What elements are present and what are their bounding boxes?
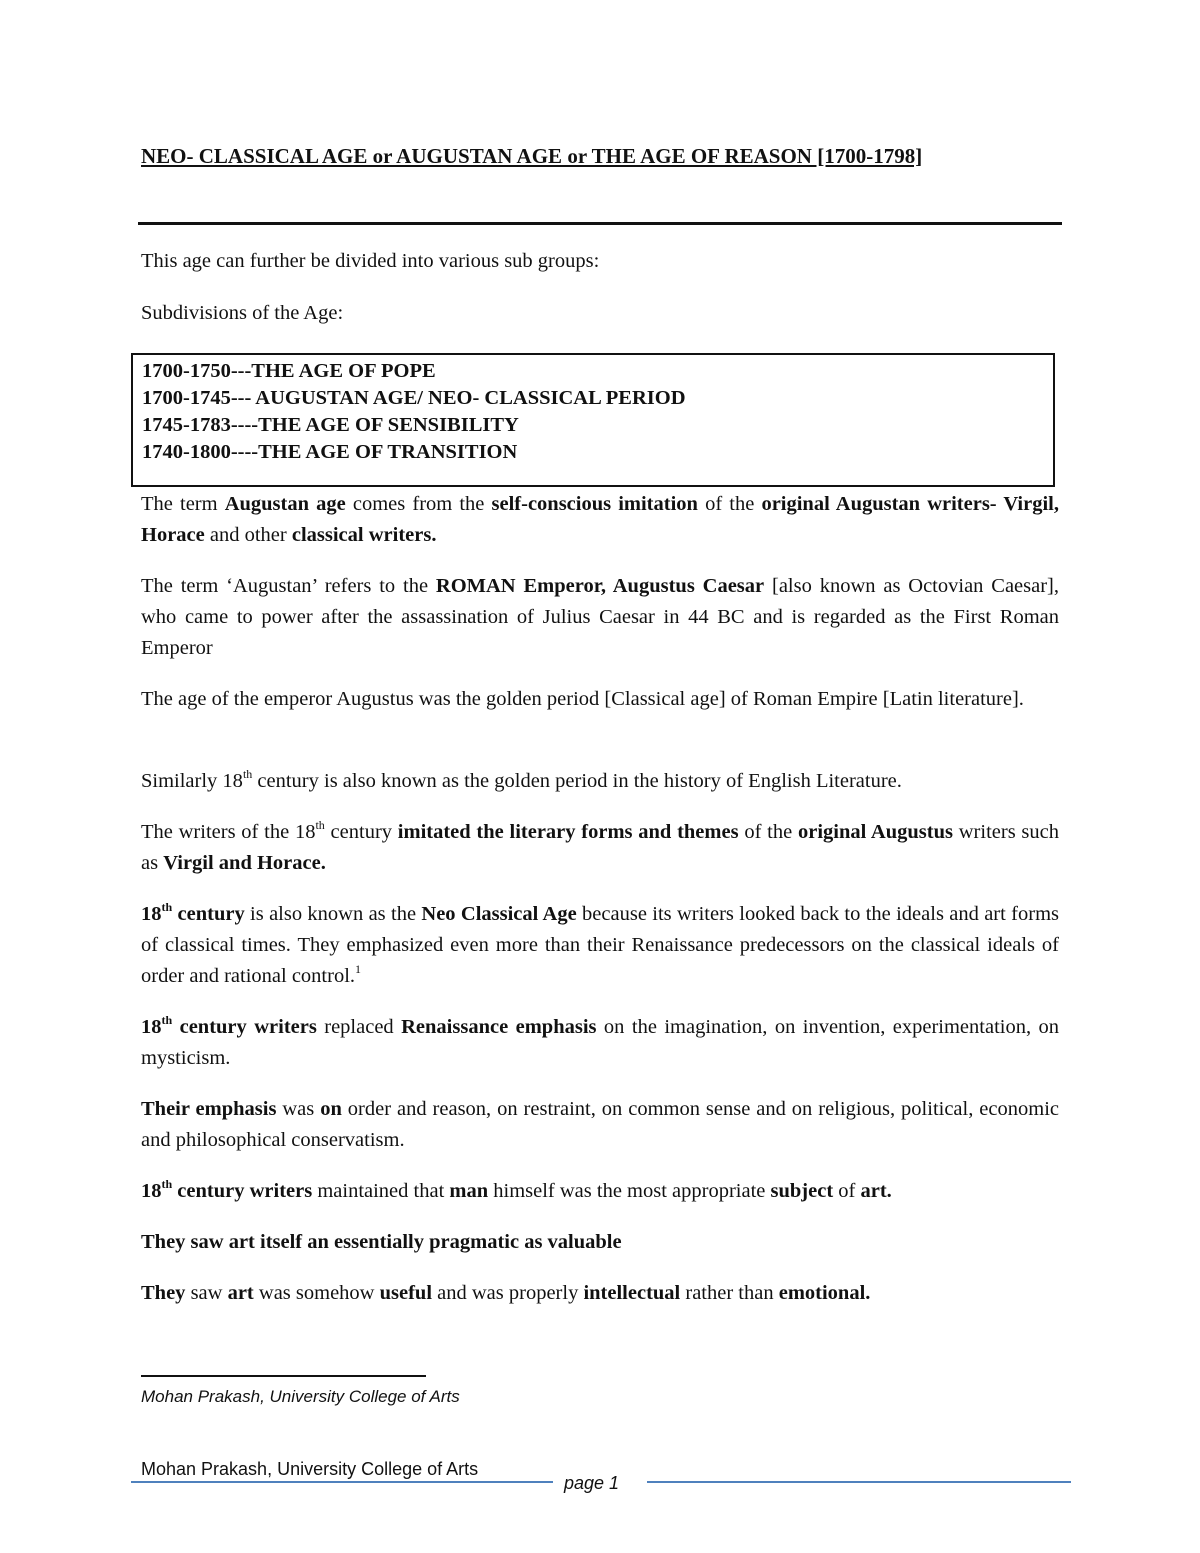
text-run: The term <box>141 493 225 515</box>
paragraph-roman-emperor <box>141 571 1059 664</box>
text-run: of the <box>697 493 762 515</box>
superscript: th <box>161 1177 173 1191</box>
text-run: Neo Classical Age <box>421 903 577 925</box>
superscript: th <box>315 818 325 832</box>
paragraph-writers-imitated <box>141 817 1059 879</box>
title-rule <box>138 222 1062 225</box>
footer-rule-left <box>131 1481 553 1483</box>
text-run: century <box>324 821 398 843</box>
paragraph-intellectual-art <box>141 1278 1059 1309</box>
text-run: century <box>172 903 245 925</box>
paragraph-renaissance-emphasis <box>141 1012 1059 1074</box>
paragraph-neo-classical <box>141 899 1059 992</box>
superscript: th <box>161 1013 173 1027</box>
footer-page-number: page 1 <box>564 1473 620 1493</box>
text-run: 18 <box>141 903 162 925</box>
footnote-separator <box>141 1375 426 1377</box>
text-run: himself was the most appropriate <box>488 1180 771 1202</box>
text-run: Augustan age <box>224 493 346 515</box>
subdivision-item: 1700-1750---THE AGE OF POPE <box>142 360 436 382</box>
document-title: NEO- CLASSICAL AGE or AUGUSTAN AGE or THE AGE OF REASON [1700-1798] <box>141 144 923 168</box>
superscript: th <box>242 767 253 781</box>
superscript: th <box>161 900 173 914</box>
text-run: The term ‘Augustan’ refers to the <box>141 575 436 597</box>
footnote-marker: 1 <box>355 962 362 976</box>
text-run: Their emphasis <box>141 1098 277 1120</box>
text-run: writers such as <box>141 821 1060 874</box>
text-run: emotional. <box>778 1282 871 1304</box>
subdivisions-label: Subdivisions of the Age: <box>141 302 344 324</box>
text-run: on the imagination, on invention, experimentation, on mysticism. <box>141 1016 1060 1069</box>
paragraph-augustan-term <box>141 489 1059 551</box>
text-run: is also known as the <box>244 903 422 925</box>
text-run: original Augustan writers- Virgil, Horace <box>141 493 1059 546</box>
text-run: of the <box>738 821 798 843</box>
text-run: classical writers. <box>291 524 437 546</box>
text-run: replaced <box>316 1016 402 1038</box>
footer-author: Mohan Prakash, University College of Arts <box>141 1459 479 1479</box>
text-run: 18 <box>141 1016 162 1038</box>
text-run: saw <box>185 1282 228 1304</box>
text-run: intellectual <box>583 1282 681 1304</box>
text-run: on <box>320 1098 342 1120</box>
text-run: self-conscious imitation <box>491 493 698 515</box>
paragraph-pragmatic-art <box>141 1227 1059 1258</box>
intro-text: This age can further be divided into various sub groups: <box>141 250 600 272</box>
text-run: subject <box>770 1180 834 1202</box>
text-run: century writers <box>172 1016 317 1038</box>
text-run: original Augustus <box>797 821 953 843</box>
text-run: was somehow <box>253 1282 380 1304</box>
text-run: of <box>833 1180 861 1202</box>
text-run: art <box>227 1282 254 1304</box>
subdivision-item: 1745-1783----THE AGE OF SENSIBILITY <box>142 414 519 436</box>
paragraph-golden-period: The age of the emperor Augustus was the golden period [Classical age] of Roman Empire [Latin literature]. <box>141 688 1024 710</box>
text-run: and was properly <box>432 1282 584 1304</box>
subdivisions-box <box>131 353 1055 487</box>
text-run: [also known as Octovian Caesar], who came to power after the assassination of Julius Caesar in 44 BC and is regarded as the First Roman Emperor <box>141 575 1059 659</box>
text-run: century is also known as the golden period in the history of English Literature. <box>252 770 902 792</box>
text-run: They saw art itself an essentially pragmatic as valuable <box>141 1231 622 1253</box>
text-run: useful <box>379 1282 433 1304</box>
text-run: Similarly 18 <box>141 770 243 792</box>
footer-rule-right <box>647 1481 1071 1483</box>
subdivision-item: 1740-1800----THE AGE OF TRANSITION <box>142 441 518 463</box>
text-run: rather than <box>680 1282 779 1304</box>
text-run: The writers of the 18 <box>141 821 316 843</box>
text-run: imitated the literary forms and themes <box>397 821 739 843</box>
text-run: and other <box>204 524 292 546</box>
text-run: Virgil and Horace. <box>163 852 326 874</box>
text-run: because its writers looked back to the ideals and art forms of classical times. They emphasized even more than their Renaissance predecessors on the classical ideals of order and rational control. <box>141 903 1059 987</box>
paragraph-18th-golden <box>141 766 1059 797</box>
paragraph-their-emphasis <box>141 1094 1059 1156</box>
subdivision-item: 1700-1745--- AUGUSTAN AGE/ NEO- CLASSICAL PERIOD <box>142 387 686 409</box>
text-run: maintained that <box>312 1180 450 1202</box>
text-run: They <box>141 1282 186 1304</box>
footnote-text: Mohan Prakash, University College of Arts <box>141 1387 460 1406</box>
text-run: man <box>449 1180 489 1202</box>
text-run: Renaissance emphasis <box>401 1016 597 1038</box>
text-run: order and reason, on restraint, on common sense and on religious, political, economic and philosophical conservatism. <box>141 1098 1059 1151</box>
text-run: ROMAN Emperor, Augustus Caesar <box>435 575 765 597</box>
text-run: century writers <box>172 1180 313 1202</box>
paragraph-man-subject <box>141 1176 1059 1207</box>
text-run: art. <box>860 1180 892 1202</box>
text-run: 18 <box>141 1180 162 1202</box>
text-run: was <box>276 1098 321 1120</box>
text-run: comes from the <box>345 493 492 515</box>
